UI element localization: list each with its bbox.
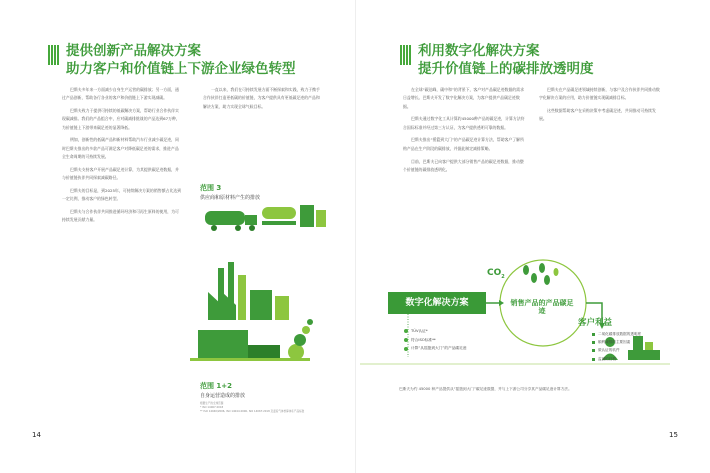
paragraph: 例如，创新性的低碳产品和新材料帮助汽车行业减少碳足迹，同时巴斯夫推出的多款产品可满足客户对降低碳足迹的需求，推进产品全生命周期的可持续发展。 (62, 137, 179, 160)
benefit-item-text: 顺利减排的主要因素 (598, 339, 631, 344)
co2-subscript: 2 (501, 273, 505, 280)
bullet-icon (592, 358, 595, 361)
arrow-head-icon (499, 300, 504, 306)
check-item-text: TÜV认证* (411, 328, 428, 333)
left-heading-line1: 提供创新产品解决方案 (66, 43, 201, 59)
benefit-item-text: 做认证的软件 (598, 348, 620, 353)
paragraph: 巴斯夫推出“摇篮到大门”的产品碳足迹计算方法，帮助客户了解所购产品在生产阶段的碳排放，并据此制定减排策略。 (403, 137, 524, 151)
paragraph: 巴斯夫在产品碳足迹领域持续创新，与客户及合作伙伴共同推动数字化解决方案的应用，助力价值链实现碳减排目标。 (539, 87, 660, 101)
certification-list (404, 327, 466, 353)
bullet-icon (592, 349, 595, 352)
check-item-text: 计算“从摇篮到大门”的产品碳足迹 (411, 346, 467, 351)
paragraph: 这些数据帮助客户在采购决策中考虑碳足迹，共同推动可持续发展。 (539, 108, 656, 122)
bullet-icon (592, 341, 595, 344)
paragraph: 巴斯夫通过数字化工具计算约45000种产品的碳足迹，计算方法符合国际标准并经过第三方认证，为客户提供透明可靠的数据。 (403, 116, 525, 130)
benefit-item (592, 355, 641, 363)
benefits-list (592, 330, 641, 363)
check-icon (404, 338, 408, 342)
check-item (404, 327, 466, 336)
benefit-item-text: 监测的归档 (598, 356, 616, 361)
benefit-item (592, 338, 641, 346)
check-icon (404, 329, 408, 333)
benefit-item (592, 347, 641, 355)
check-item (404, 336, 466, 345)
scope3-subtitle: 供应商和原材料产生的排放 (200, 195, 261, 201)
paragraph: 巴斯夫与合作伙伴共同推进循环经济和可再生原料的使用，为可持续发展贡献力量。 (62, 209, 179, 223)
paragraph: 在全球“碳达峰，碳中和”的背景下，客户对产品碳足迹数据的需求日益增长。巴斯夫开发了数字化解决方案，为客户提供产品碳足迹数据。 (403, 87, 524, 109)
scope3-title: 范围 3 (200, 184, 222, 192)
scope12-title: 范围 1+2 (200, 382, 233, 390)
right-heading-line1: 利用数字化解决方案 (418, 43, 540, 59)
paragraph: 巴斯夫致力于提供可持续的低碳解决方案，帮助行业合作伙伴实现碳减排。我们的产品组合中，应对碳减排挑战的产品达到67万种，为价值链上下游带来碳足迹的显著降低。 (62, 108, 180, 130)
check-item-text: 符合ISO标准** (411, 337, 436, 342)
left-heading-line2: 助力客户和价值链上下游企业绿色转型 (66, 60, 296, 77)
digital-solution-box: 数字化解决方案 (388, 292, 486, 314)
footnote-1: 根据生产的全球范围 (200, 402, 224, 405)
paragraph: 一直以来，我们在可持续发展方面不断探索和实践，致力于携手合作伙伴打造更低碳的价值链，为客户提供具有更低碳足迹的产品和解决方案，助力实现全球气候目标。 (203, 87, 320, 109)
page-number-left: 14 (32, 431, 41, 439)
customer-benefits-title: 客户利益 (578, 318, 613, 328)
bullet-icon (592, 333, 595, 336)
footnote-3: ** ISO 14040/2006, ISO 14044:2006, ISO 14067:2018 及温室气体核算体系产品标准 (200, 410, 305, 413)
co2-text: CO (487, 268, 502, 278)
scope12-subtitle: 自身运营造成的排放 (200, 393, 246, 399)
check-icon (404, 347, 408, 351)
paragraph: 巴斯夫支持客户开展产品碳足迹计算，为其提供碳足迹数据，并与价值链伙伴共同探索减碳路径。 (62, 166, 179, 181)
benefit-item (592, 330, 641, 338)
check-item (404, 345, 466, 354)
page-number-right: 15 (669, 431, 678, 439)
product-footprint-label: 销售产品的产品碳足迹 (510, 299, 574, 315)
benefit-item-text: 二氧化碳排放数据的透明度 (598, 331, 642, 336)
paragraph: 巴斯夫多年来一方面减少自身生产运营的碳排放；另一方面，通过产品创新，帮助各行各业的客户和价值链上下游实现减碳。 (62, 87, 179, 101)
co2-label (487, 268, 505, 280)
paragraph: 巴斯夫的目标是，到2025年，可持续解决方案的销售额占比达到一定比例，推动客户的绿色转型。 (62, 187, 182, 202)
right-heading-line2: 提升价值链上的碳排放透明度 (418, 60, 594, 77)
diagram-caption: 巴斯夫为约 45000 种产品提供从“摇篮到大门”碳足迹数据，并与上下游公司分享其产品碳足迹计算方法。 (399, 387, 572, 391)
footnote-2: * ISO 14067:2018 (200, 406, 224, 409)
paragraph: 目前，巴斯夫已向客户提供大部分销售产品的碳足迹数据，推动整个价值链的碳排放透明化。 (403, 158, 524, 172)
footprint-icon (523, 263, 559, 285)
